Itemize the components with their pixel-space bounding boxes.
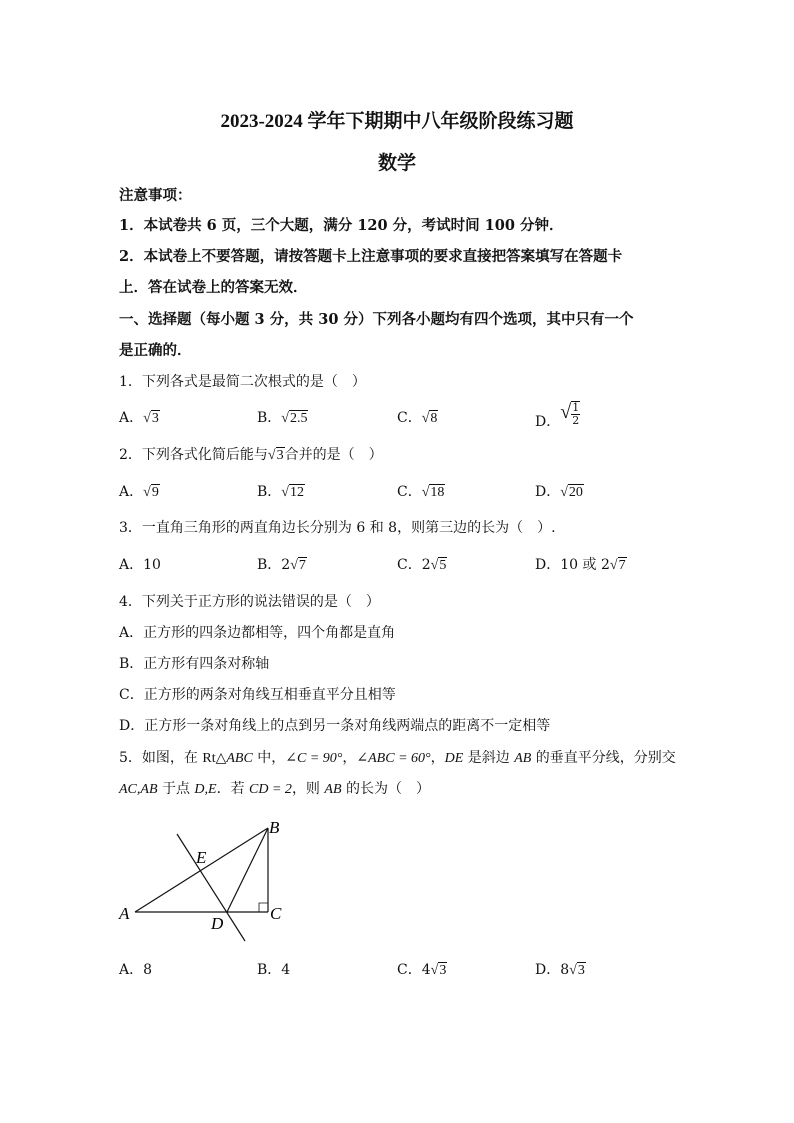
q2-option-c: C．√18 [397,484,445,500]
q4-option-c: C．正方形的两条对角线互相垂直平分且相等 [119,687,396,703]
q3-option-b: B．2√7 [257,557,306,573]
q4-option-d: D．正方形一条对角线上的点到另一条对角线两端点的距离不一定相等 [119,718,551,734]
q1-option-a: A．√3 [119,410,159,426]
label-C: C [270,904,282,923]
q5-stem-line2: AC,AB 于点 D,E．若 CD = 2，则 AB 的长为（ ） [119,781,430,797]
note-2a: 2．本试卷上不要答题，请按答题卡上注意事项的要求直接把答案填写在答题卡 [119,248,623,265]
q2-stem: 2．下列各式化简后能与√3合并的是（ ） [119,447,383,463]
label-B: B [269,818,280,837]
q3-option-d: D．10 或 2√7 [535,557,626,573]
q4-stem: 4．下列关于正方形的说法错误的是（ ） [119,594,380,610]
q4-option-a: A．正方形的四条边都相等，四个角都是直角 [119,625,396,641]
q1-option-d: D．√ $\frac{1}{2}$ [535,401,580,430]
note-1: 1．本试卷共 6 页，三个大题，满分 120 分，考试时间 100 分钟． [119,217,564,234]
note-2b: 上．答在试卷上的答案无效． [119,279,308,296]
q5-figure [110,810,300,950]
section1-heading-a: 一、选择题（每小题 3 分，共 30 分）下列各小题均有四个选项，其中只有一个 [119,311,634,328]
q5-option-b: B．4 [257,962,291,978]
section1-heading-b: 是正确的． [119,342,192,359]
q2-option-d: D．√20 [535,484,583,500]
q5-option-d: D．8√3 [535,962,585,978]
q1-stem: 1．下列各式是最简二次根式的是（ ） [119,374,366,390]
label-D: D [211,914,224,933]
q5-option-a: A．8 [119,962,153,978]
q4-option-b: B．正方形有四条对称轴 [119,656,270,672]
label-A: A [119,904,130,923]
q3-option-a: A．10 [119,557,161,573]
right-angle-mark [259,903,268,912]
q1-option-b: B．√2.5 [257,410,308,426]
q2-option-b: B．√12 [257,484,304,500]
q1-option-c: C．√8 [397,410,438,426]
q2-option-a: A．√9 [119,484,159,500]
q3-option-c: C．2√5 [397,557,447,573]
exam-title: 2023-2024 学年下期期中八年级阶段练习题 [220,111,574,132]
label-E: E [196,848,207,867]
q3-stem: 3．一直角三角形的两直角边长分别为 6 和 8，则第三边的长为（ ）. [119,520,556,536]
subject-title: 数学 [377,153,416,174]
notes-heading: 注意事项： [119,187,192,204]
q5-option-c: C．4√3 [397,962,447,978]
q5-stem-line1: 5．如图，在 Rt△ABC 中，∠C = 90°，∠ABC = 60°，DE 是斜边 AB 的垂直平分线，分别交 [119,750,676,766]
